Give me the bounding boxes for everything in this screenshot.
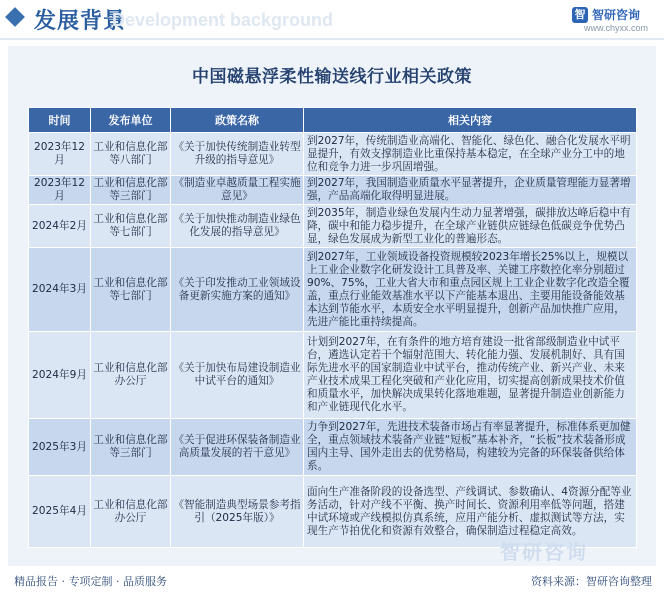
logo-url: www.chyxx.com xyxy=(584,23,649,33)
header-divider xyxy=(0,38,664,40)
table-row xyxy=(29,332,637,419)
row-content: 到2035年，制造业绿色发展内生动力显著增强，碳排放达峰后稳中有降，碳中和能力稳步提升，在全球产业链供应链绿色低碳竞争优势凸显，绿色发展成为新型工业化的普遍形态。 xyxy=(304,205,637,248)
diamond-icon xyxy=(5,7,25,27)
row-issuer: 工业和信息化部等三部门 xyxy=(91,176,171,205)
row-content: 到2027年，传统制造业高端化、智能化、绿色化、融合化发展水平明显提升，有效支撑制造业比重保持基本稳定，在全球产业分工中的地位和竞争力进一步巩固增强。 xyxy=(304,133,637,176)
table-row xyxy=(29,205,637,248)
header-content: 相关内容 xyxy=(304,108,637,133)
footer-bar xyxy=(0,568,664,592)
row-policy: 《制造业卓越质量工程实施意见》 xyxy=(171,176,304,205)
logo-icon: 智 xyxy=(572,7,588,23)
policy-table xyxy=(28,107,637,548)
row-issuer: 工业和信息化部办公厅 xyxy=(91,476,171,548)
table-row xyxy=(29,133,637,176)
row-policy: 《关于加快推动制造业绿色化发展的指导意见》 xyxy=(171,205,304,248)
table-title: 中国磁悬浮柔性输送线行业相关政策 xyxy=(192,67,472,87)
row-issuer: 工业和信息化部等三部门 xyxy=(91,419,171,476)
header-date: 时间 xyxy=(29,108,91,133)
row-date: 2024年9月 xyxy=(29,332,91,419)
table-header-row xyxy=(29,108,637,133)
row-policy: 《关于促进环保装备制造业高质量发展的若干意见》 xyxy=(171,419,304,476)
row-content: 到2027年，我国制造业质量水平显著提升，企业质量管理能力显著增强，产品高端化取得明显进展。 xyxy=(304,176,637,205)
row-issuer: 工业和信息化部等八部门 xyxy=(91,133,171,176)
header-bar xyxy=(0,0,664,40)
row-date: 2025年3月 xyxy=(29,419,91,476)
section-title: 发展背景 xyxy=(34,9,127,34)
row-date: 2024年2月 xyxy=(29,205,91,248)
row-policy: 《智能制造典型场景参考指引（2025年版）》 xyxy=(171,476,304,548)
row-date: 2025年4月 xyxy=(29,476,91,548)
row-content: 计划到2027年，在有条件的地方培育建设一批省部级制造业中试平台，遴选认定若干个辐射范围大、转化能力强、发展机制好、具有国际先进水平的国家制造业中试平台，推动传统产业、新兴产业、未来产业技术成果工程化突破和产业化应用，切实提高创新成果技术价值和质量水平，加快解决成果转化落地难题，显著提升制造业创新能力和产业链现代化水平。 xyxy=(304,332,637,419)
row-issuer: 工业和信息化部办公厅 xyxy=(91,332,171,419)
row-date: 2023年12月 xyxy=(29,133,91,176)
row-content: 到2027年，工业领域设备投资规模较2023年增长25%以上，规模以上工业企业数字化研发设计工具普及率、关键工序数控化率分别超过90%、75%，工业大省大市和重点园区规上工业企业数字化改造全覆盖，重点行业能效基准水平以下产能基本退出、主要用能设备能效基本达到节能水平，本质安全水平明显提升，创新产品加快推广应用，先进产能比重持续提高。 xyxy=(304,248,637,332)
row-policy: 《关于加快布局建设制造业中试平台的通知》 xyxy=(171,332,304,419)
logo-text: 智研咨询 xyxy=(592,8,641,22)
table-row xyxy=(29,176,637,205)
table-row xyxy=(29,419,637,476)
watermark: 智研咨询 xyxy=(500,540,588,564)
ghost-background-text: Development background xyxy=(112,10,334,30)
row-issuer: 工业和信息化部等七部门 xyxy=(91,248,171,332)
row-date: 2024年3月 xyxy=(29,248,91,332)
row-issuer: 工业和信息化部等七部门 xyxy=(91,205,171,248)
row-policy: 《关于印发推动工业领域设备更新实施方案的通知》 xyxy=(171,248,304,332)
footer-slogan: 精品报告 · 专项定制 · 品质服务 xyxy=(14,575,167,588)
row-content: 面向生产准备阶段的设备选型、产线调试、参数确认、4资源分配等业务活动，针对产线不平衡、换产时间长、资源利用率低等问题，搭建中试环境或产线模拟仿真系统，应用产能分析、虚拟测试等方法，实现生产节拍优化和资源有效整合，确保制造过程稳定高效。 xyxy=(304,476,637,548)
footer-source: 资料来源：智研咨询整理 xyxy=(531,575,652,588)
header-issuer: 发布单位 xyxy=(91,108,171,133)
row-content: 力争到2027年，先进技术装备市场占有率显著提升，标准体系更加健全，重点领域技术装备产业链“短板”基本补齐，“长板”技术装备形成国内主导、国外走出去的优势格局，构建较为完备的环保装备供给体系。 xyxy=(304,419,637,476)
row-date: 2023年12月 xyxy=(29,176,91,205)
row-policy: 《关于加快传统制造业转型升级的指导意见》 xyxy=(171,133,304,176)
header-policy: 政策名称 xyxy=(171,108,304,133)
table-row xyxy=(29,248,637,332)
